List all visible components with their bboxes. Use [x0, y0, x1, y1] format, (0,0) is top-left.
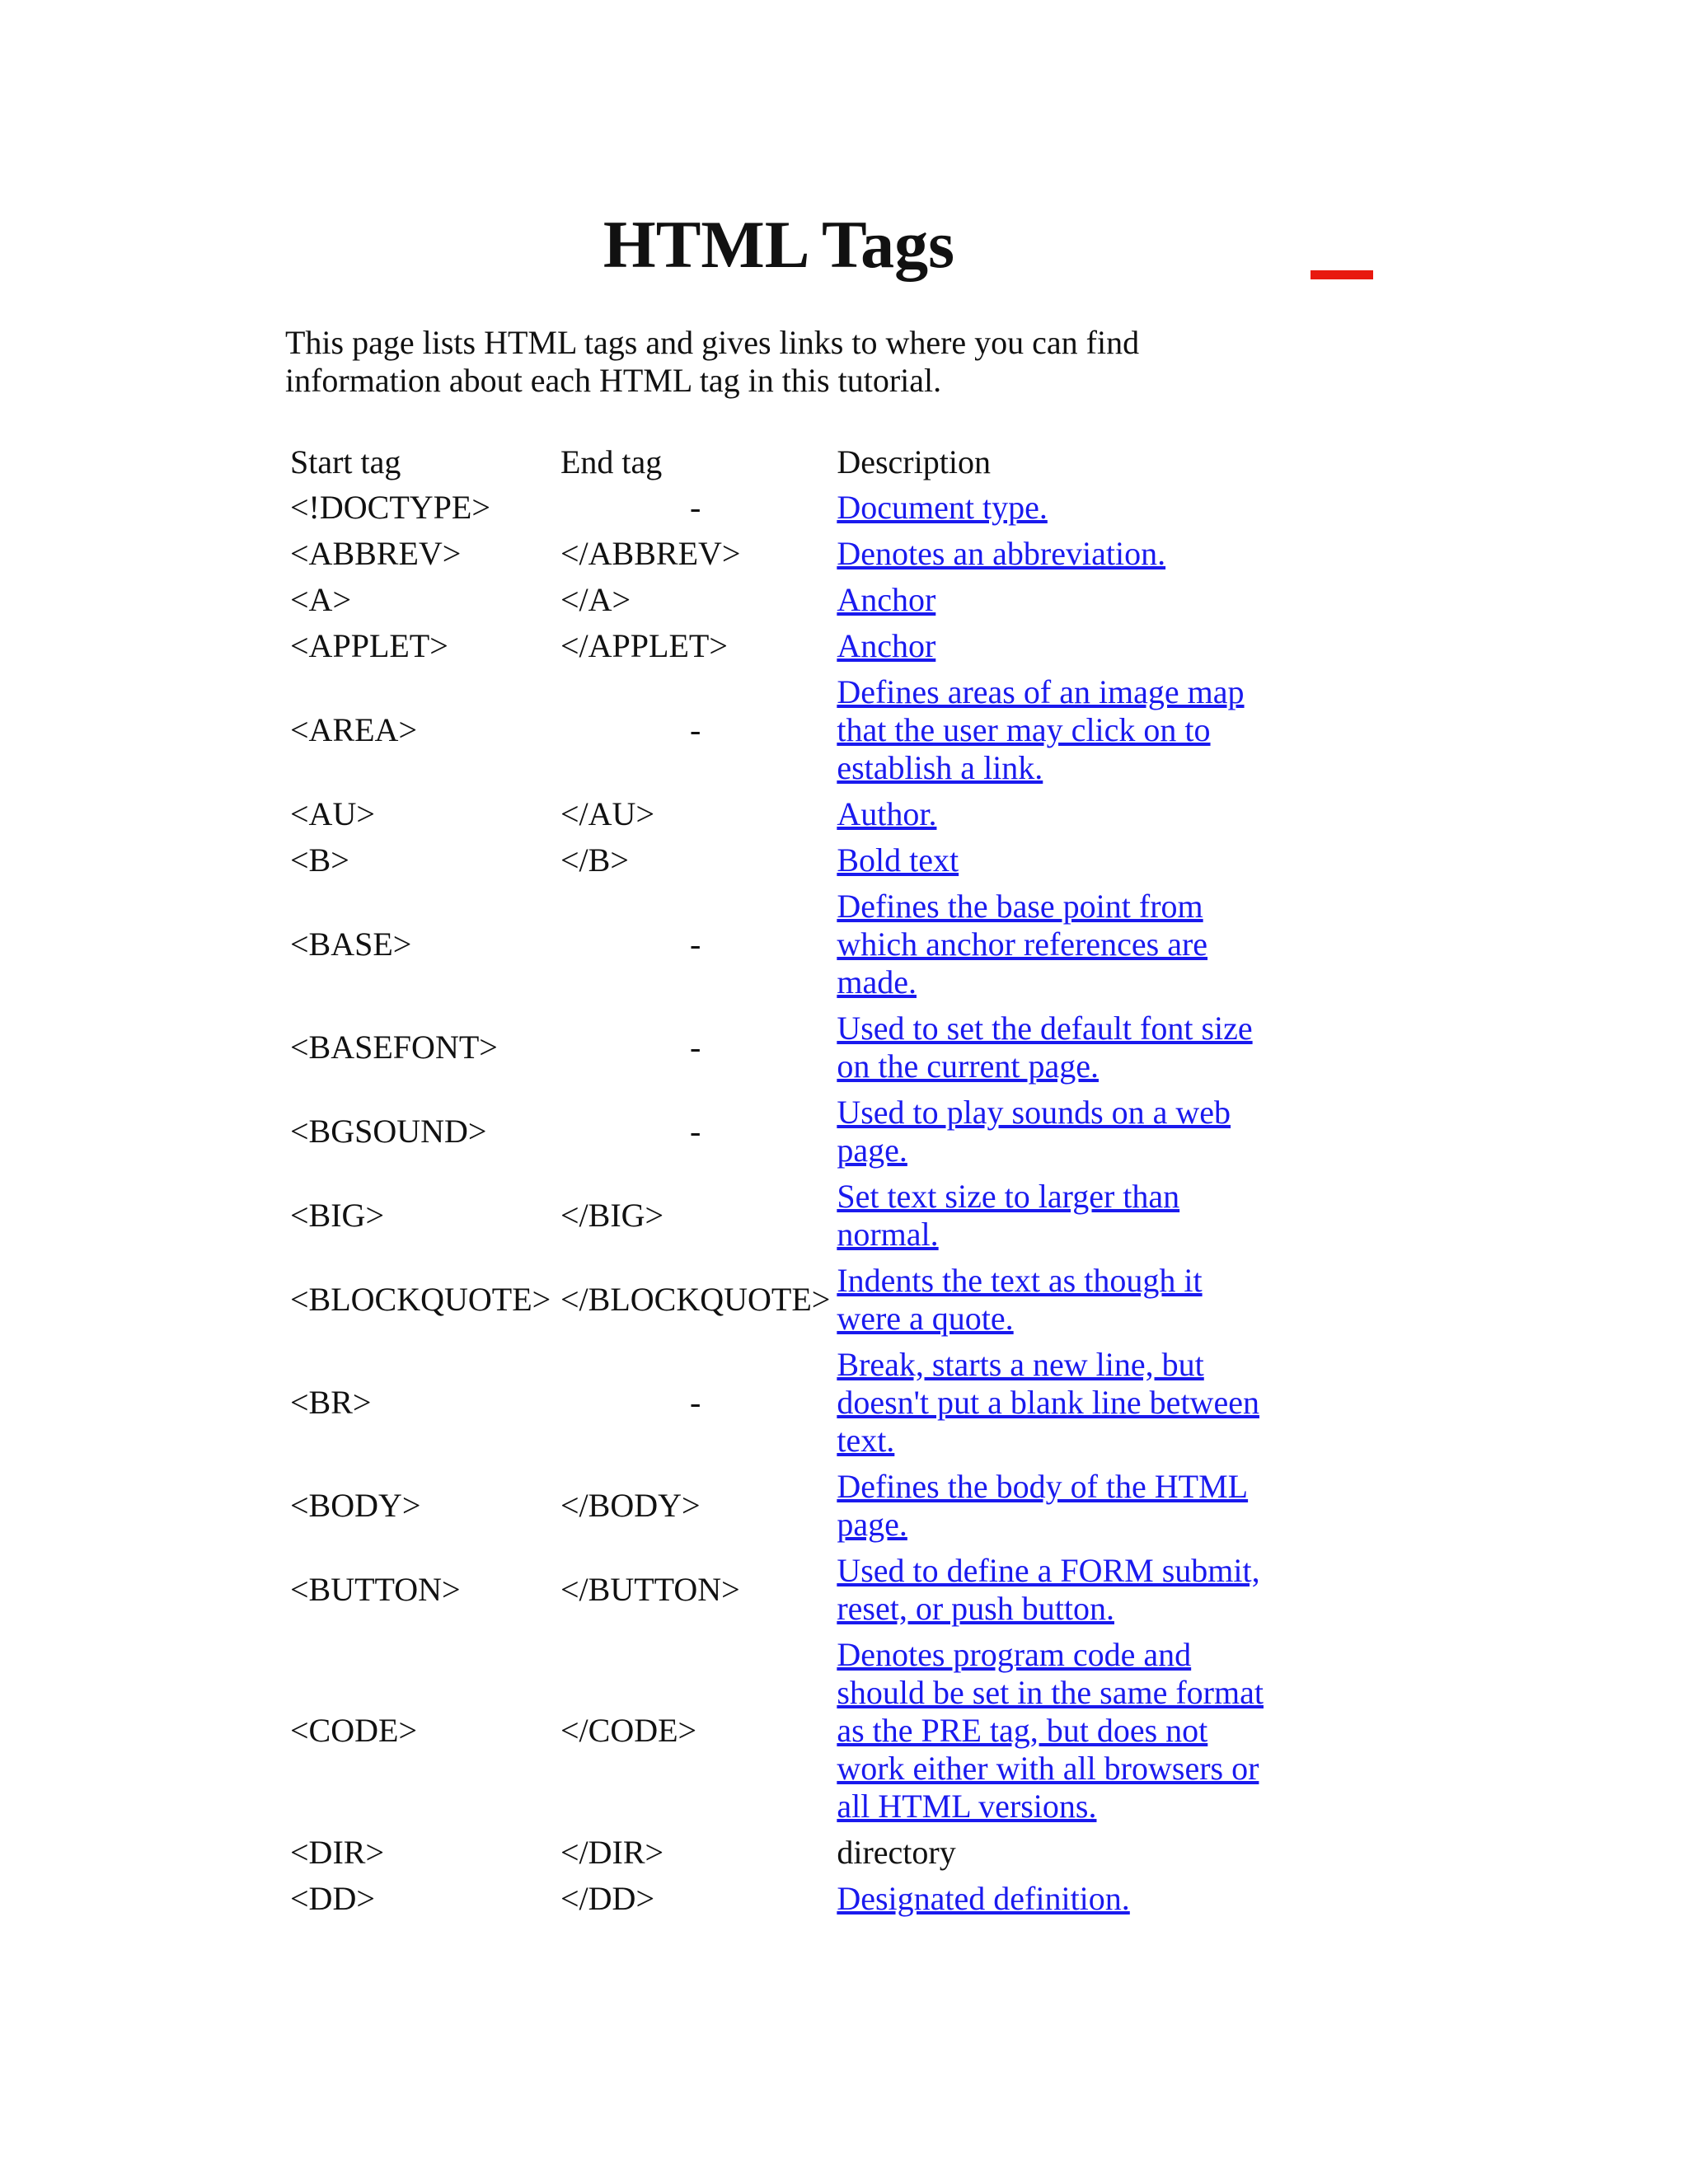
- page-title: HTML Tags: [603, 207, 955, 282]
- description-cell: [830, 531, 1265, 577]
- description-link[interactable]: Used to define a FORM submit, reset, or push button.: [837, 1552, 1260, 1627]
- description-cell: [830, 1464, 1265, 1548]
- table-row: [284, 1342, 1265, 1464]
- description-link[interactable]: Author.: [837, 795, 937, 832]
- description-link[interactable]: Defines the body of the HTML page.: [837, 1468, 1249, 1543]
- end-tag-cell: </AU>: [560, 795, 655, 832]
- start-tag-cell: <BLOCKQUOTE>: [290, 1281, 551, 1318]
- start-tag-cell: <BUTTON>: [290, 1571, 461, 1608]
- table-row: [284, 1464, 1265, 1548]
- description-cell: [830, 1342, 1265, 1464]
- end-tag-cell: </APPLET>: [560, 627, 728, 664]
- start-tag-cell: <BIG>: [290, 1197, 385, 1234]
- description-link[interactable]: Anchor: [837, 581, 936, 618]
- table-row: [284, 1632, 1265, 1830]
- header-description: Description: [837, 443, 991, 480]
- start-tag-cell: <BGSOUND>: [290, 1113, 487, 1150]
- description-link[interactable]: Used to play sounds on a web page.: [837, 1094, 1231, 1169]
- table-row: [284, 883, 1265, 1005]
- table-row: [284, 1090, 1265, 1174]
- end-tag-cell: </BODY>: [560, 1487, 701, 1524]
- description-cell: [830, 791, 1265, 837]
- description-cell: [830, 1258, 1265, 1342]
- description-link[interactable]: Designated definition.: [837, 1880, 1130, 1917]
- start-tag-cell: <APPLET>: [290, 627, 448, 664]
- description-cell: [830, 1090, 1265, 1174]
- end-tag-cell: </DD>: [560, 1880, 655, 1917]
- table-row: [284, 531, 1265, 577]
- table-row: [284, 669, 1265, 791]
- description-cell: [830, 1830, 1265, 1876]
- description-link[interactable]: Denotes program code and should be set in the same format as the PRE tag, but does not work either with all browsers or all HTML versions.: [837, 1636, 1264, 1825]
- end-tag-cell: -: [690, 1384, 701, 1421]
- description-cell: [830, 1174, 1265, 1258]
- start-tag-cell: <ABBREV>: [290, 535, 462, 572]
- description-link[interactable]: Bold text: [837, 841, 959, 879]
- start-tag-cell: <!DOCTYPE>: [290, 489, 490, 526]
- end-tag-cell: </A>: [560, 581, 631, 618]
- end-tag-cell: </B>: [560, 841, 629, 879]
- start-tag-cell: <BASEFONT>: [290, 1029, 498, 1066]
- table-row: [284, 623, 1265, 669]
- table-body: [284, 485, 1265, 1922]
- table-row: [284, 1548, 1265, 1632]
- description-link[interactable]: Document type.: [837, 489, 1048, 526]
- description-link[interactable]: Break, starts a new line, but doesn't put a blank line between text.: [837, 1346, 1259, 1459]
- intro-paragraph: This page lists HTML tags and gives links to where you can find information about each HTML tag in this tutorial.: [285, 324, 1140, 399]
- table-row: [284, 1830, 1265, 1876]
- description-cell: [830, 577, 1265, 623]
- description-cell: [830, 1876, 1265, 1922]
- description-link[interactable]: Anchor: [837, 627, 936, 664]
- table-row: [284, 485, 1265, 531]
- end-tag-cell: -: [690, 711, 701, 748]
- start-tag-cell: <AREA>: [290, 711, 418, 748]
- end-tag-cell: </DIR>: [560, 1834, 664, 1871]
- description-cell: [830, 883, 1265, 1005]
- description-cell: [830, 837, 1265, 883]
- description-link[interactable]: Used to set the default font size on the current page.: [837, 1010, 1253, 1085]
- start-tag-cell: <B>: [290, 841, 349, 879]
- table-row: [284, 837, 1265, 883]
- header-end-tag: End tag: [560, 443, 663, 480]
- end-tag-cell: -: [690, 1113, 701, 1150]
- end-tag-cell: </BIG>: [560, 1197, 664, 1234]
- start-tag-cell: <AU>: [290, 795, 375, 832]
- end-tag-cell: </CODE>: [560, 1712, 697, 1749]
- description-cell: [830, 1005, 1265, 1090]
- description-cell: [830, 1548, 1265, 1632]
- table-row: [284, 1005, 1265, 1090]
- table-row: [284, 577, 1265, 623]
- description-link[interactable]: Set text size to larger than normal.: [837, 1178, 1180, 1253]
- start-tag-cell: <DIR>: [290, 1834, 385, 1871]
- table-row: [284, 1876, 1265, 1922]
- description-link[interactable]: Defines the base point from which anchor references are made.: [837, 888, 1208, 1001]
- html-tags-table: [284, 443, 1265, 1922]
- description-link[interactable]: Defines areas of an image map that the user may click on to establish a link.: [837, 673, 1245, 786]
- end-tag-cell: </ABBREV>: [560, 535, 741, 572]
- description-cell: [830, 1632, 1265, 1830]
- start-tag-cell: <BODY>: [290, 1487, 421, 1524]
- description-cell: [830, 485, 1265, 531]
- start-tag-cell: <A>: [290, 581, 352, 618]
- end-tag-cell: -: [690, 1029, 701, 1066]
- end-tag-cell: -: [690, 489, 701, 526]
- red-accent-mark: [1311, 270, 1373, 279]
- description-link[interactable]: Indents the text as though it were a quote.: [837, 1262, 1203, 1337]
- table-row: [284, 791, 1265, 837]
- end-tag-cell: </BUTTON>: [560, 1571, 740, 1608]
- table-row: [284, 1174, 1265, 1258]
- start-tag-cell: <DD>: [290, 1880, 375, 1917]
- start-tag-cell: <CODE>: [290, 1712, 418, 1749]
- description-cell: [830, 623, 1265, 669]
- end-tag-cell: </BLOCKQUOTE>: [560, 1281, 831, 1318]
- table-header-row: [284, 443, 1265, 485]
- description-cell: [830, 669, 1265, 791]
- description-text: directory: [837, 1834, 956, 1871]
- table-row: [284, 1258, 1265, 1342]
- header-start-tag: Start tag: [290, 443, 401, 480]
- start-tag-cell: <BASE>: [290, 926, 412, 963]
- end-tag-cell: -: [690, 926, 701, 963]
- start-tag-cell: <BR>: [290, 1384, 372, 1421]
- description-link[interactable]: Denotes an abbreviation.: [837, 535, 1166, 572]
